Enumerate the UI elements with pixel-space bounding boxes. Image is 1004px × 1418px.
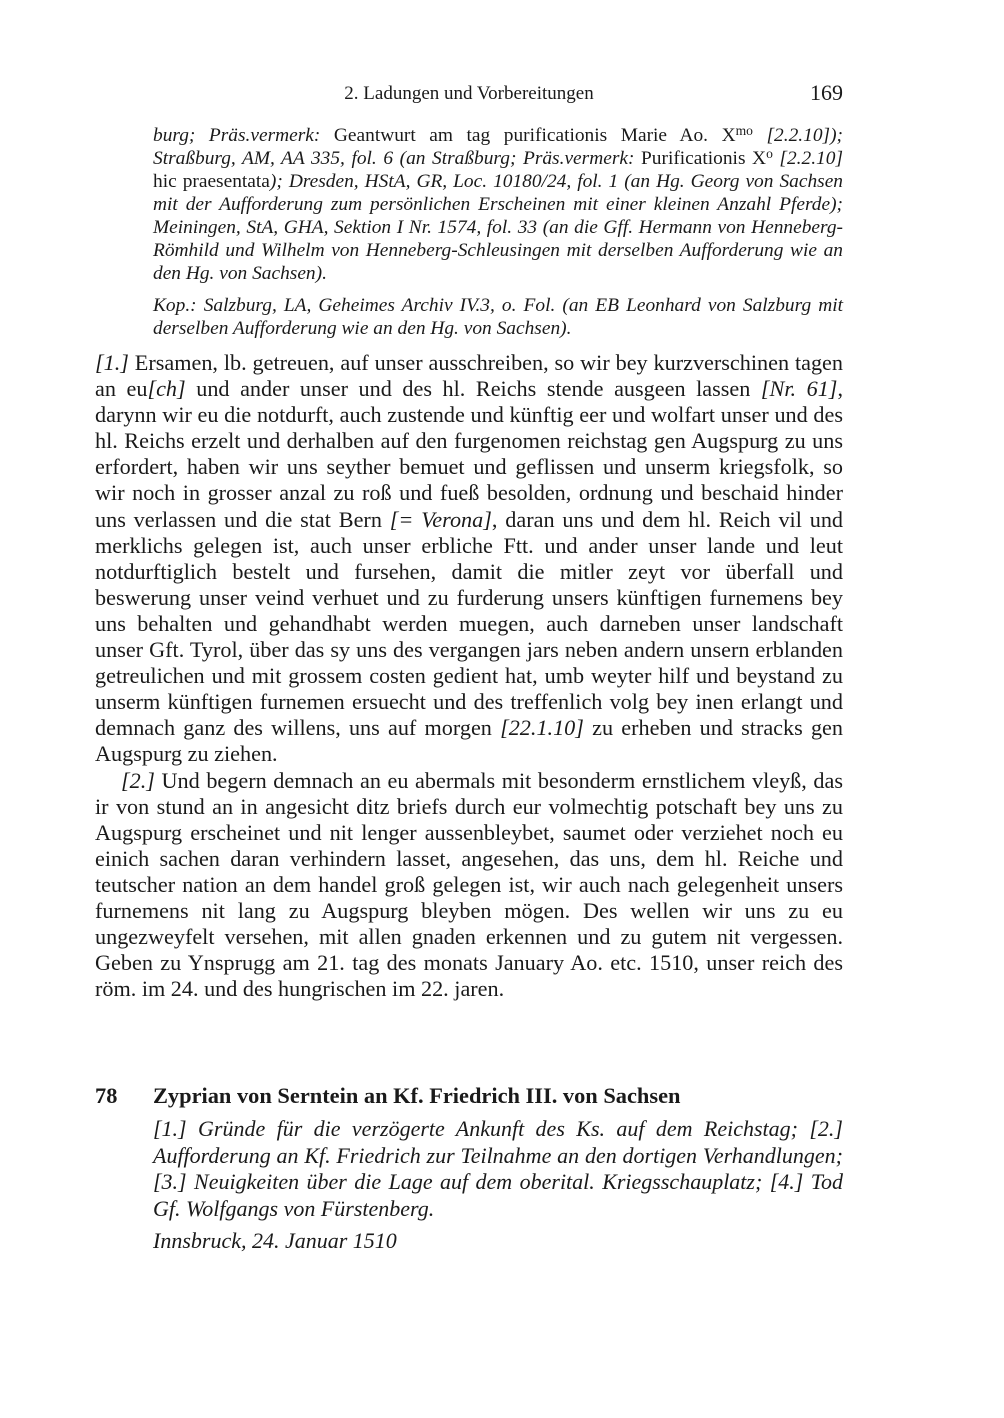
text-segment: Geantwurt am tag purificationis Marie Ao. X	[320, 125, 736, 146]
page-number: 169	[810, 80, 843, 105]
text-segment: hic praesentata	[153, 171, 270, 192]
text-segment: und ander unser und des hl. Reichs stende ausgeen lassen	[185, 376, 761, 402]
letter-text	[95, 350, 843, 1002]
document-dateline: Innsbruck, 24. Januar 1510	[153, 1228, 397, 1253]
document-title: Zyprian von Serntein an Kf. Friedrich III. von Sachsen	[153, 1083, 681, 1108]
document-regest	[153, 1116, 843, 1222]
text-segment: [Nr. 61]	[760, 376, 838, 402]
text-segment: , daran uns und dem hl. Reich vil und merklichs gelegen ist, auch unser erbliche Ftt. und ander unser lande und leut notdurftiglich bestelt und fursehen, damit die mitler zeyt vor überfall und beswerung unser veind verhuet und zu furderung unsers künftigen furnemens bey uns behalten und gehandhabt werden muegen, auch darneben unser landschaft unser Gft. Tyrol, über das sy uns des vergangen jars neben andern unsern erblanden getreulichen und mit grossem costen gedient hat, umb weyter hilf und beystand zu unserm künftigen furnemen ersuecht und des treffenlich volg bey inen erlangt und demnach ganz des willens, uns auf morgen	[95, 506, 844, 741]
letter-paragraph-1	[95, 350, 843, 768]
text-segment: [1.]	[95, 350, 129, 375]
running-head	[95, 80, 843, 108]
text-segment: burg; Präs.vermerk:	[153, 125, 321, 146]
text-segment: [2.]	[121, 767, 155, 793]
text-segment: zu erheben und stracks gen Augspurg zu ziehen.	[95, 715, 843, 767]
apparatus-sources	[153, 124, 843, 285]
text-segment: ); Dresden, HStA, GR, Loc. 10180/24, fol. 1 (an Hg. Georg von Sachsen mit der Aufforderung zum persönlichen Erscheinen mit einer kleinen Anzahl Pferde); Meiningen, StA, GHA, Sektion I Nr. 1574, fol. 33 (an die Gff. Hermann von Henneberg-Römhild und Wilhelm von Henneberg-Schleusingen mit derselben Aufforderung wie an den Hg. von Sachsen).	[153, 171, 843, 284]
document-number: 78	[95, 1083, 118, 1108]
text-segment: Und begern demnach an eu abermals mit besonderm ernstlichem vleyß, das ir von stund an in angesicht ditz briefs durch eur volmechtig potschaft bey uns zu Augspurg erscheinet und nit lenger aussenbleybet, saumet oder verziehet noch eu einich sachen daran verhindern lasset, angesehen, das uns, dem hl. Reiche und teutscher nation an dem handel groß gelegen ist, wir auch nach gelegenheit unsers furnemens nit lang zu Augspurg bleyben mögen. Des wellen wir uns zu eu ungezweyfelt versehen, mit allen gnaden erkennen und zu gutem nit vergessen. Geben zu Ynsprugg am 21. tag des monats January Ao. etc. 1510, unser reich des röm. im 24. und des hungrischen im 22. jaren.	[95, 767, 843, 1002]
apparatus-copies	[153, 294, 843, 340]
text-segment: [22.1.10]	[500, 715, 584, 741]
text-segment: [2.2.10]	[772, 148, 843, 169]
running-title: 2. Ladungen und Vorbereitungen	[344, 83, 594, 104]
text-segment: , darynn wir eu die notdurft, auch zustende und künftig eer und wolfart unser und des hl. Reichs erzelt und derhalben auf den furgenomen reichstag gen Augspurg zu uns erfordert, haben wir uns seyther bemuet und geflissen und unserm kriegsfolk, so wir noch in grosser anzal zu roß und fueß besolden, ordnung und beschaid hinder uns verlassen und die stat Bern	[95, 376, 843, 532]
text-segment: [2.2.10]); Straßburg, AM, AA 335, fol. 6 (an Straßburg; Präs.vermerk:	[153, 125, 843, 169]
text-segment: [ch]	[147, 376, 186, 402]
text-segment: Ersamen, lb. getreuen, auf unser ausschreiben, so wir bey kurzverschinen tagen an eu	[95, 350, 843, 402]
regest-text: [1.] Gründe für die verzögerte Ankunft des Ks. auf dem Reichstag; [2.] Aufforderung an Kf. Friedrich zur Teilnahme an den dortigen Verhandlungen; [3.] Neuigkeiten über die Lage auf dem oberital. Kriegsschauplatz; [4.] Tod Gf. Wolfgangs von Fürstenberg.	[153, 1116, 843, 1221]
letter-paragraph-2	[95, 768, 843, 1003]
apparatus-copy-note: Kop.: Salzburg, LA, Geheimes Archiv IV.3, o. Fol. (an EB Leonhard von Salzburg mit derselben Aufforderung wie an den Hg. von Sachsen).	[153, 295, 843, 339]
text-segment: mo	[735, 122, 753, 138]
apparatus-paragraph	[153, 124, 843, 285]
text-segment: Purificationis X	[634, 148, 767, 169]
text-segment: o	[766, 145, 773, 161]
text-segment: [= Verona]	[389, 506, 492, 532]
